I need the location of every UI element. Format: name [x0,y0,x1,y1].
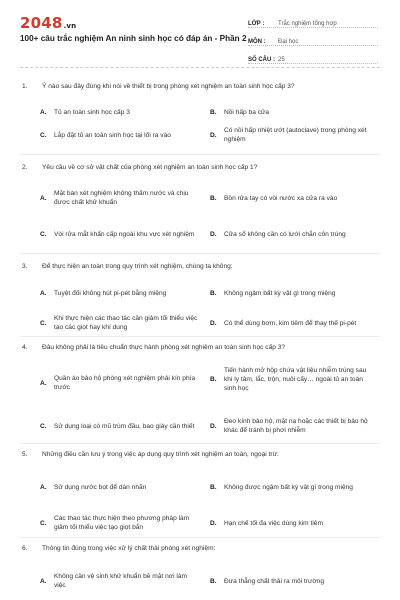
meta-row-count [248,48,378,64]
question-item [20,262,380,334]
question-number: 2. [22,164,28,171]
document-meta [248,12,378,66]
meta-row-subject [248,30,378,46]
option-letter: D. [210,422,217,430]
option-text: Không ngậm bất kỳ vật gì trong miệng [224,289,336,297]
answer-option[interactable] [40,103,200,121]
answer-option[interactable] [210,414,370,438]
option-letter: D. [210,319,217,327]
option-letter: B. [210,483,217,491]
answer-option[interactable] [210,126,370,144]
option-text: Cửa sổ không cần có lưới chắn côn trùng [224,230,346,238]
option-text: Có thể dùng bơm, kim tiêm để thay thế pi-pét [224,319,357,327]
question-divider [20,537,380,538]
answer-option[interactable] [40,311,200,335]
option-letter: C. [40,319,47,327]
page-header [0,0,400,62]
meta-value: Trắc nghiệm tổng hợp [278,21,337,27]
site-logo[interactable] [20,14,76,32]
question-number: 4. [22,344,28,351]
option-letter: B. [210,108,217,116]
question-number: 1. [22,83,28,90]
meta-value: Đại học [278,39,299,45]
option-text: Sử dụng loại có mũ trùm đầu, bao giày cần thiết [54,422,195,430]
logo-main: 2048 [20,14,63,32]
question-text: Thông tin đúng trong việc xử lý chất thải phòng xét nghiệm: [42,545,216,552]
option-text: Khi thực hiện các thao tác cần giảm tối thiểu việc tạo các giọt hay khí dung [54,315,198,331]
option-text: Các thao tác thực hiện theo phương pháp làm giảm tối thiểu việc tạo giọt bắn [54,515,190,531]
option-letter: A. [40,289,47,297]
question-divider [20,253,380,254]
option-text: Lắp đặt tủ an toàn sinh học tại lối ra vào [54,131,171,139]
option-letter: B. [210,289,217,297]
option-letter: A. [40,577,47,585]
option-text: Đưa thẳng chất thải ra môi trường [224,577,325,585]
question-divider [20,154,380,155]
answer-option[interactable] [210,364,370,394]
answer-option[interactable] [210,515,370,531]
option-letter: A. [40,194,47,202]
answer-option[interactable] [40,285,200,301]
logo-tld: .vn [63,22,77,30]
answer-option[interactable] [210,475,370,499]
header-divider [20,67,380,68]
option-letter: A. [40,379,47,387]
option-letter: C. [40,422,47,430]
answer-option[interactable] [40,126,200,144]
answer-option[interactable] [210,311,370,335]
question-text: Những điều cần lưu ý trong việc áp dụng quy trình xét nghiệm an toàn, ngoại trừ: [42,451,279,458]
meta-key: MÔN : [248,39,266,45]
answer-option[interactable] [40,368,200,398]
option-text: Không cần vệ sinh khử khuẩn bề mặt nơi làm việc [54,573,187,589]
meta-key: SỐ CÂU : [248,57,275,63]
question-text: Để thực hiện an toàn trong quy trình xét nghiệm, chúng ta không: [42,263,233,270]
question-text: Đâu không phải là tiêu chuẩn thực hành phòng xét nghiệm an toàn sinh học cấp 3? [42,344,286,351]
answer-option[interactable] [40,511,200,535]
question-number: 6. [22,545,28,552]
option-letter: A. [40,483,47,491]
document-title: 100+ câu trắc nghiệm An ninh sinh học có đáp án - Phần 2 [20,34,247,43]
option-letter: C. [40,230,47,238]
answer-option[interactable] [210,285,370,301]
answer-option[interactable] [40,479,200,495]
answer-option[interactable] [210,222,370,246]
option-letter: B. [210,194,217,202]
answer-option[interactable] [40,569,200,593]
option-letter: D. [210,230,217,238]
option-text: Bồn rửa tay có vòi nước xa cửa ra vào [224,194,338,202]
option-letter: A. [40,108,47,116]
answer-option[interactable] [40,414,200,438]
question-number: 5. [22,451,28,458]
question-item [20,544,380,600]
option-letter: D. [210,131,217,139]
meta-key: LỚP : [248,21,265,27]
option-letter: B. [210,375,217,383]
option-text: Có nồi hấp nhiệt ướt (autoclave) trong phòng xét nghiệm [224,127,367,143]
option-text: Đeo kính bảo hộ, mặt nạ hoặc các thiết bị bảo hộ khác để tránh bị phơi nhiễm [224,418,368,434]
option-text: Nồi hấp ba cửa [224,108,270,116]
option-text: Sử dụng nước bọt để dán nhãn [54,483,147,491]
question-item [20,82,380,142]
option-text: Quần áo bảo hộ phòng xét nghiệm phải kín phía trước [54,375,196,391]
option-letter: B. [210,577,217,585]
question-item [20,450,380,536]
meta-row-class [248,12,378,28]
question-item [20,343,380,443]
question-item [20,163,380,247]
option-text: Không được ngậm bất kỳ vật gì trong miệng [224,483,353,491]
option-letter: C. [40,131,47,139]
question-number: 3. [22,263,28,270]
option-text: Tuyệt đối không hút pi-pét bằng miệng [54,289,167,297]
answer-option[interactable] [210,186,370,210]
option-text: Mặt bàn xét nghiệm không thấm nước và chịu được chất khử khuẩn [54,190,189,206]
question-divider [20,336,380,337]
answer-option[interactable] [210,573,370,589]
option-text: Hạn chế tối đa việc dùng kim tiêm [224,519,323,527]
option-text: Tiến hành mở hộp chứa vật liệu nhiễm trùng sau khi ly tâm, lắc, trộn, nuôi cấy… ngoài tủ an toàn sinh học [224,366,367,392]
option-text: Tủ an toàn sinh học cấp 3 [54,108,130,116]
option-letter: C. [40,519,47,527]
question-text: Yêu cầu về cơ sở vật chất của phòng xét nghiệm an toàn sinh học cấp 1? [42,164,258,171]
answer-option[interactable] [40,222,200,246]
question-text: Ý nào sau đây đúng khi nói về thiết bị trong phòng xét nghiệm an toàn sinh học cấp 3? [42,83,295,90]
option-letter: D. [210,519,217,527]
question-divider [20,443,380,444]
option-text: Vòi rửa mắt khẩn cấp ngoài khu vực xét nghiệm [54,230,195,238]
answer-option[interactable] [210,103,370,121]
answer-option[interactable] [40,186,200,210]
meta-value: 25 [278,57,285,63]
